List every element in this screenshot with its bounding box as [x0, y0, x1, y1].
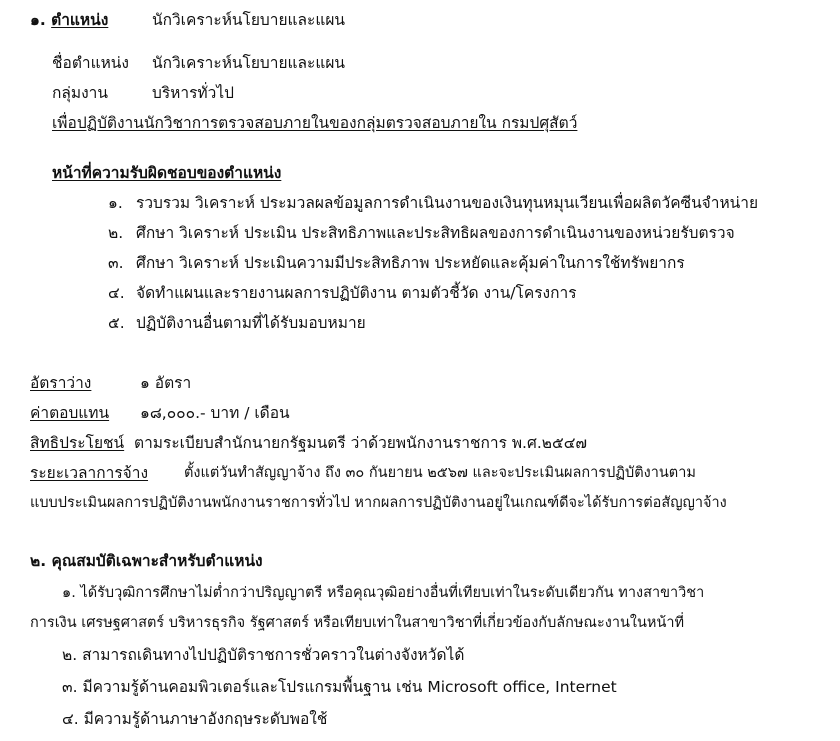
- duty-item: [108, 312, 366, 334]
- vacancy-value: ๑ อัตรา: [140, 374, 192, 392]
- duty-number: ๔.: [108, 284, 125, 302]
- duty-text: จัดทำแผนและรายงานผลการปฏิบัติงาน ตามตัวชี้วัด งาน/โครงการ: [136, 284, 577, 302]
- position-heading-label: ตำแหน่ง: [51, 11, 109, 29]
- group-value: บริหารทั่วไป: [152, 84, 234, 102]
- qualifications-heading: ๒. คุณสมบัติเฉพาะสำหรับตำแหน่ง: [30, 552, 263, 570]
- duty-item: [108, 192, 758, 214]
- vacancy-label: อัตราว่าง: [30, 374, 92, 392]
- duty-text: รวบรวม วิเคราะห์ ประมวลผลข้อมูลการดำเนินงานของเงินทุนหมุนเวียนเพื่อผลิตวัคซีนจำหน่าย: [136, 194, 759, 212]
- title-value: นักวิเคราะห์นโยบายและแผน: [152, 54, 346, 72]
- duty-text: ศึกษา วิเคราะห์ ประเมิน ประสิทธิภาพและประสิทธิผลของการดำเนินงานของหน่วยรับตรวจ: [136, 224, 735, 242]
- duty-number: ๕.: [108, 314, 125, 332]
- duty-number: ๑.: [108, 194, 123, 212]
- qualification-item-1-line1: ๑. ได้รับวุฒิการศึกษาไม่ต่ำกว่าปริญญาตรี หรือคุณวุฒิอย่างอื่นที่เทียบเท่าในระดับเดียวกัน ทางสาขาวิชา: [62, 585, 705, 601]
- purpose-text: เพื่อปฏิบัติงานนักวิชาการตรวจสอบภายในของกลุ่มตรวจสอบภายใน กรมปศุสัตว์: [52, 114, 578, 132]
- pay-value: ๑๘,๐๐๐.- บาท / เดือน: [140, 404, 290, 422]
- benefit-label: สิทธิประโยชน์: [30, 434, 125, 452]
- section-1-number: ๑.: [30, 11, 46, 29]
- duty-number: ๒.: [108, 224, 124, 242]
- group-label: กลุ่มงาน: [52, 84, 108, 102]
- pay-label: ค่าตอบแทน: [30, 404, 110, 422]
- qualification-item-1-line2: การเงิน เศรษฐศาสตร์ บริหารธุรกิจ รัฐศาสตร์ หรือเทียบเท่าในสาขาวิชาที่เกี่ยวข้องกับลักษณะงานในหน้าที่: [30, 615, 685, 631]
- duty-item: [108, 222, 735, 244]
- duty-item: [108, 252, 685, 274]
- section-1-heading: [30, 9, 108, 31]
- title-label: ชื่อตำแหน่ง: [52, 54, 129, 72]
- benefit-value: ตามระเบียบสำนักนายกรัฐมนตรี ว่าด้วยพนักงานราชการ พ.ศ.๒๕๔๗: [134, 434, 588, 452]
- benefit-row: [30, 432, 587, 454]
- duty-item: [108, 282, 577, 304]
- period-value-line1: ตั้งแต่วันทำสัญญาจ้าง ถึง ๓๐ กันยายน ๒๕๖๗ และจะประเมินผลการปฏิบัติงานตาม: [184, 465, 696, 481]
- period-value-line2: แบบประเมินผลการปฏิบัติงานพนักงานราชการทั่วไป หากผลการปฏิบัติงานอยู่ในเกณฑ์ดีจะได้รับการต่อสัญญาจ้าง: [30, 495, 727, 511]
- duties-heading: หน้าที่ความรับผิดชอบของตำแหน่ง: [52, 164, 282, 182]
- qualification-item-3: ๓. มีความรู้ด้านคอมพิวเตอร์และโปรแกรมพื้นฐาน เช่น Microsoft office, Internet: [62, 678, 617, 696]
- duty-text: ศึกษา วิเคราะห์ ประเมินความมีประสิทธิภาพ ประหยัดและคุ้มค่าในการใช้ทรัพยากร: [136, 254, 685, 272]
- period-label: ระยะเวลาการจ้าง: [30, 464, 149, 482]
- position-heading-value: นักวิเคราะห์นโยบายและแผน: [152, 11, 346, 29]
- duty-number: ๓.: [108, 254, 124, 272]
- qualification-item-2: ๒. สามารถเดินทางไปปฏิบัติราชการชั่วคราวในต่างจังหวัดได้: [62, 646, 465, 664]
- qualification-item-4: ๔. มีความรู้ด้านภาษาอังกฤษระดับพอใช้: [62, 710, 328, 728]
- duty-text: ปฏิบัติงานอื่นตามที่ได้รับมอบหมาย: [136, 314, 366, 332]
